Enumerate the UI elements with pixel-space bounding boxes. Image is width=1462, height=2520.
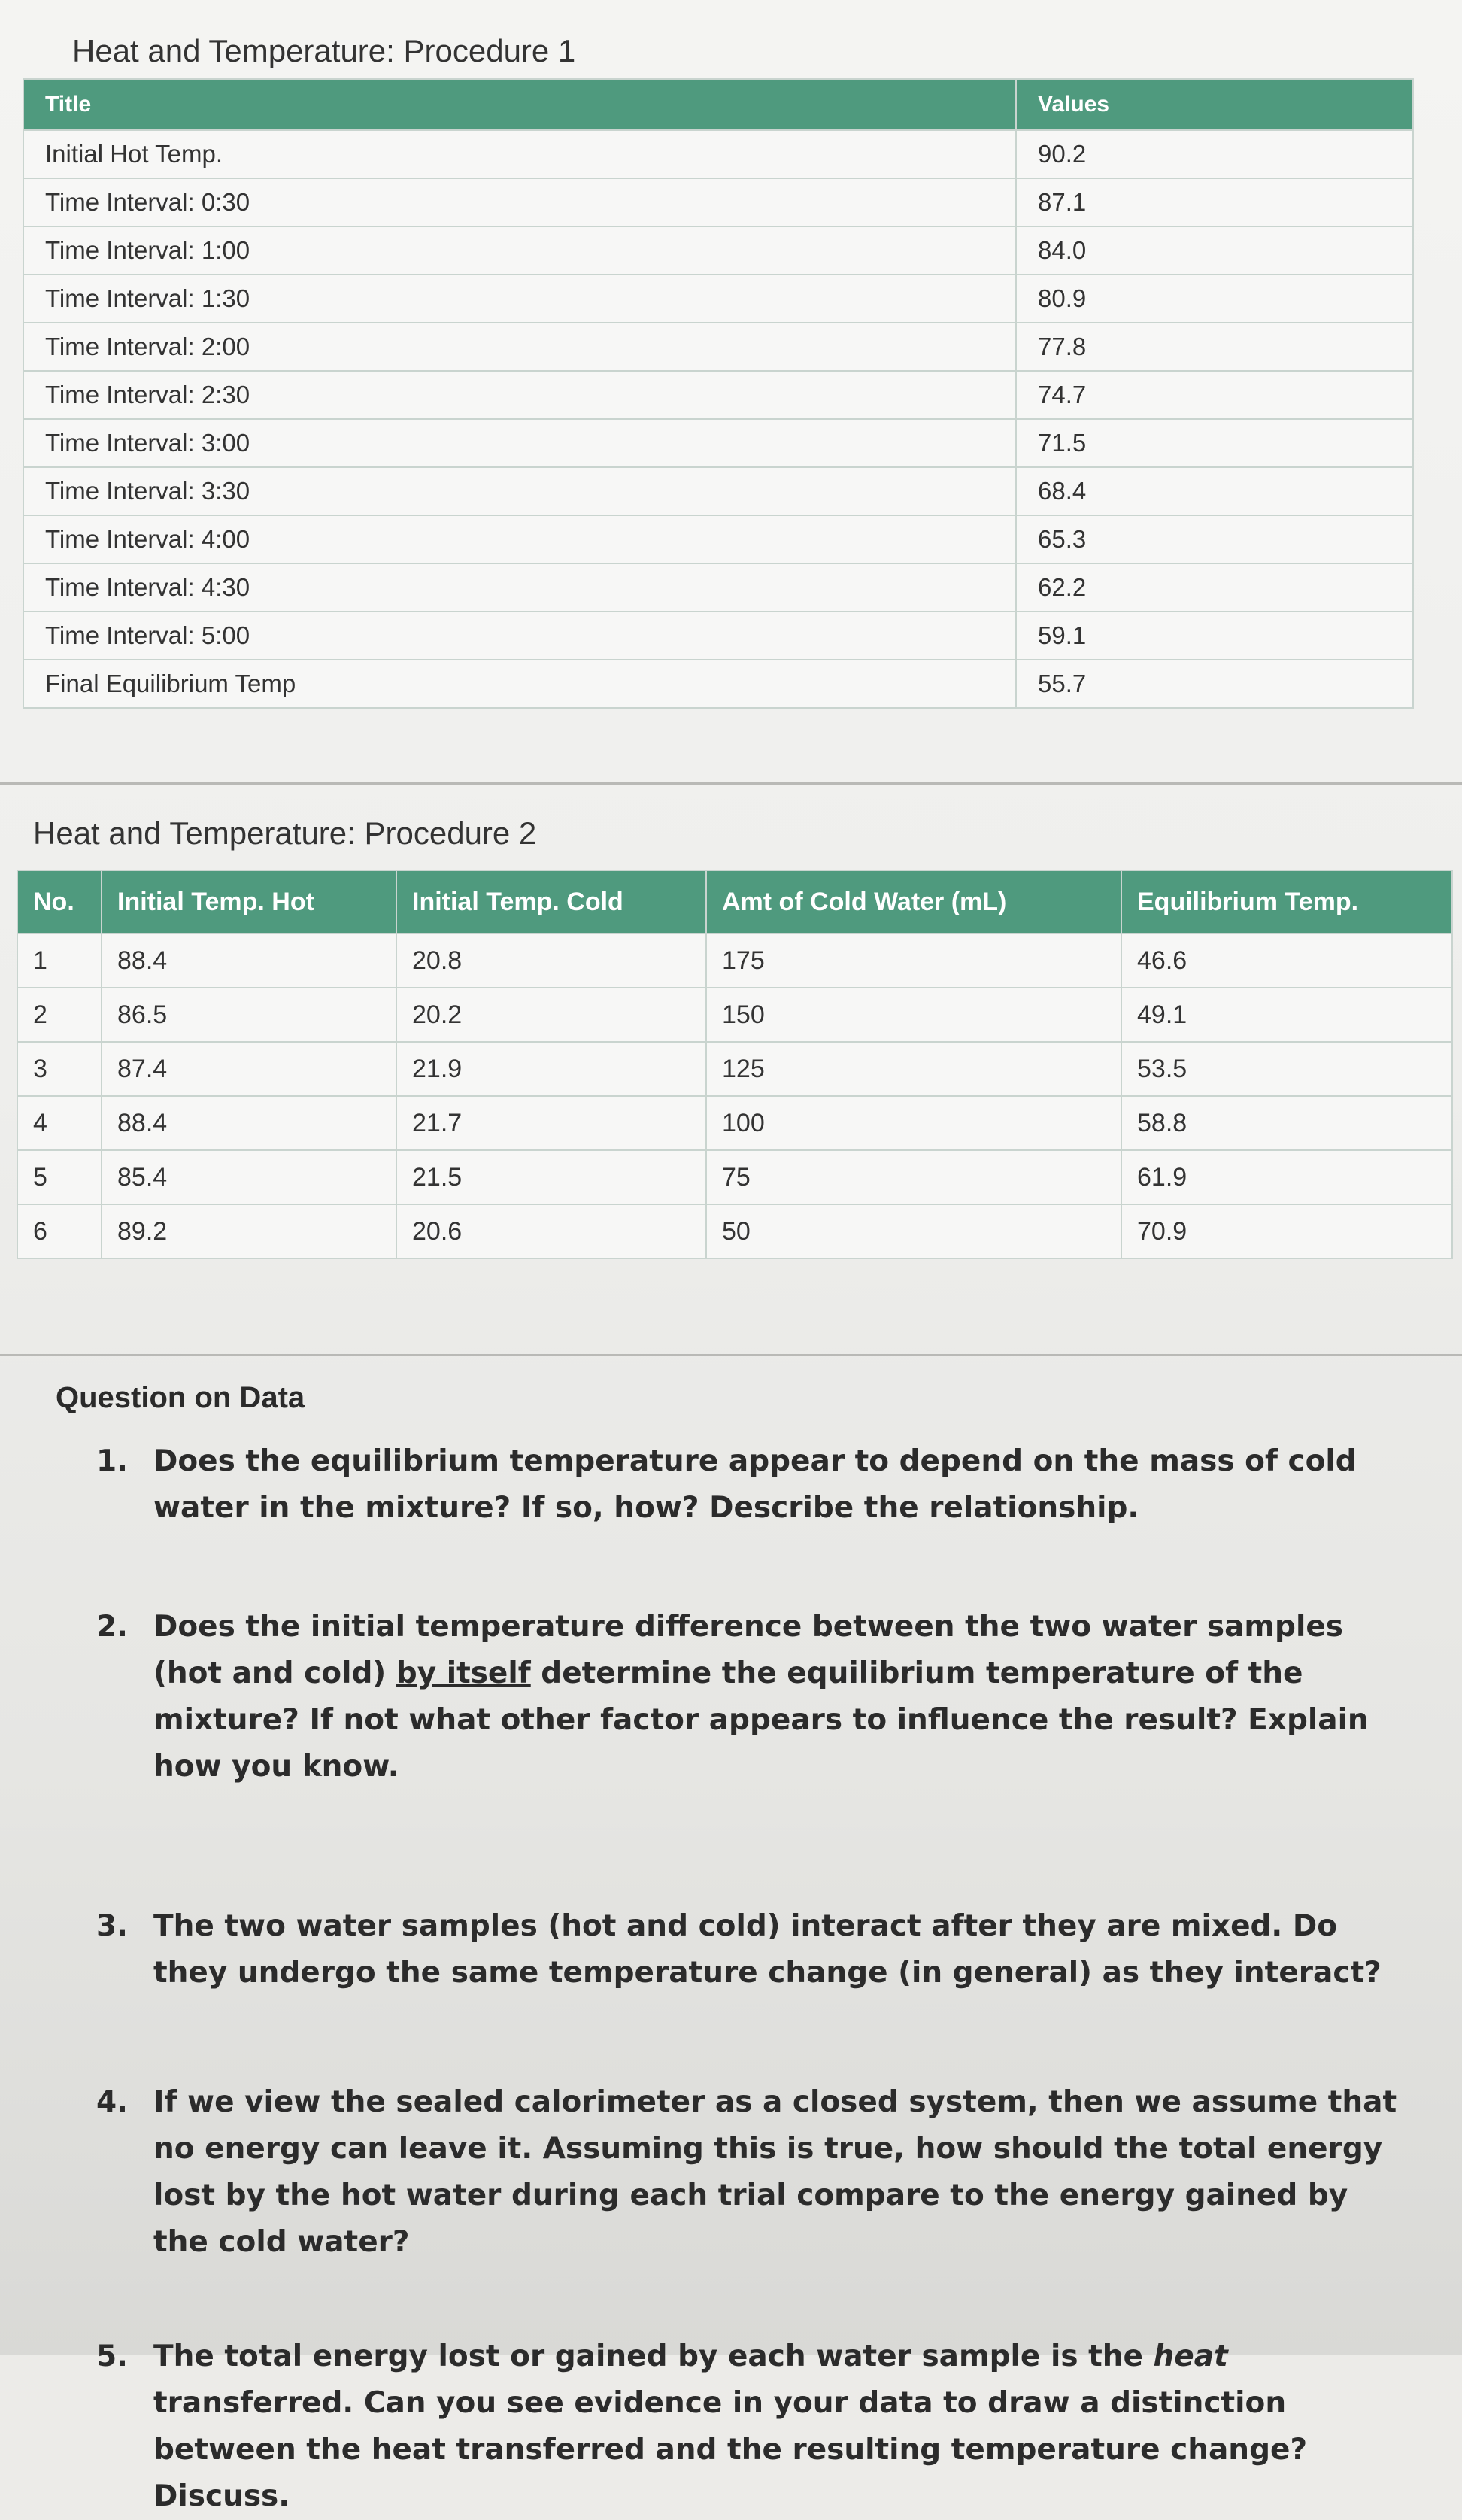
cell-no: 1 (17, 934, 102, 988)
cell-cold-water-amount: 75 (706, 1150, 1121, 1204)
question-text-part-a: Does the initial temperature difference between the two water samples (hot and cold) (153, 1610, 1343, 1690)
row-label: Time Interval: 5:00 (23, 612, 1016, 660)
row-label: Time Interval: 4:30 (23, 563, 1016, 612)
row-value: 77.8 (1016, 323, 1413, 371)
question-text-italic: heat (1153, 2339, 1228, 2373)
cell-initial-cold: 20.6 (396, 1204, 706, 1258)
question-text-underlined: by itself (396, 1656, 531, 1690)
cell-initial-cold: 21.5 (396, 1150, 706, 1204)
table-row (17, 1096, 1452, 1150)
row-value: 68.4 (1016, 467, 1413, 515)
cell-equilibrium: 70.9 (1121, 1204, 1452, 1258)
row-value: 62.2 (1016, 563, 1413, 612)
row-value: 74.7 (1016, 371, 1413, 419)
question-number: 3. (96, 1909, 128, 1943)
question-text: The two water samples (hot and cold) interact after they are mixed. Do they undergo the same temperature change (in general) as they interact? (153, 1909, 1382, 1990)
table-row (17, 988, 1452, 1042)
cell-equilibrium: 49.1 (1121, 988, 1452, 1042)
cell-initial-cold: 20.2 (396, 988, 706, 1042)
table-row (23, 275, 1413, 323)
row-value: 65.3 (1016, 515, 1413, 563)
column-header-no: No. (17, 870, 102, 934)
table-row (23, 226, 1413, 275)
table-row (17, 934, 1452, 988)
cell-cold-water-amount: 125 (706, 1042, 1121, 1096)
column-header-equilibrium: Equilibrium Temp. (1121, 870, 1452, 934)
row-label: Final Equilibrium Temp (23, 660, 1016, 708)
question-1 (96, 1438, 1405, 1532)
cell-cold-water-amount: 50 (706, 1204, 1121, 1258)
row-label: Time Interval: 0:30 (23, 178, 1016, 226)
row-value: 55.7 (1016, 660, 1413, 708)
section-divider (0, 782, 1462, 785)
question-text-part-b: determine the equilibrium temperature of the mixture? If not what other factor appears to influence the result? Explain how you know. (153, 1656, 1369, 1784)
cell-initial-cold: 21.7 (396, 1096, 706, 1150)
cell-equilibrium: 46.6 (1121, 934, 1452, 988)
row-label: Time Interval: 2:00 (23, 323, 1016, 371)
column-header-initial-hot: Initial Temp. Hot (102, 870, 396, 934)
row-label: Time Interval: 4:00 (23, 515, 1016, 563)
procedure2-header-row (17, 870, 1452, 934)
cell-initial-hot: 85.4 (102, 1150, 396, 1204)
column-header-initial-cold: Initial Temp. Cold (396, 870, 706, 934)
cell-initial-cold: 21.9 (396, 1042, 706, 1096)
row-label: Initial Hot Temp. (23, 130, 1016, 178)
cell-initial-hot: 87.4 (102, 1042, 396, 1096)
question-number: 1. (96, 1444, 128, 1478)
row-value: 80.9 (1016, 275, 1413, 323)
cell-no: 6 (17, 1204, 102, 1258)
cell-equilibrium: 53.5 (1121, 1042, 1452, 1096)
procedure2-title: Heat and Temperature: Procedure 2 (33, 815, 537, 851)
question-text-part-a: The total energy lost or gained by each water sample is the (153, 2339, 1154, 2373)
table-row (23, 467, 1413, 515)
table-row (23, 323, 1413, 371)
table-row (23, 371, 1413, 419)
question-4 (96, 2079, 1405, 2266)
row-value: 59.1 (1016, 612, 1413, 660)
cell-no: 2 (17, 988, 102, 1042)
cell-no: 5 (17, 1150, 102, 1204)
row-label: Time Interval: 1:00 (23, 226, 1016, 275)
question-text: If we view the sealed calorimeter as a closed system, then we assume that no energy can leave it. Assuming this is true, how should the total energy lost by the hot water during each trial compare to the energy gained by the cold water? (153, 2085, 1397, 2259)
question-list (96, 1438, 1405, 2520)
cell-initial-cold: 20.8 (396, 934, 706, 988)
table-row (23, 660, 1413, 708)
question-3 (96, 1903, 1405, 1996)
table-row (23, 178, 1413, 226)
question-text-part-b: transferred. Can you see evidence in your data to draw a distinction between the heat transferred and the resulting temperature change? Discuss. (153, 2386, 1308, 2513)
questions-title: Question on Data (56, 1381, 305, 1414)
section-divider (0, 1354, 1462, 1356)
row-label: Time Interval: 3:00 (23, 419, 1016, 467)
table-row (17, 1150, 1452, 1204)
table-row (23, 515, 1413, 563)
question-text: Does the equilibrium temperature appear to depend on the mass of cold water in the mixture? If so, how? Describe the relationship. (153, 1444, 1357, 1525)
cell-initial-hot: 88.4 (102, 934, 396, 988)
row-label: Time Interval: 2:30 (23, 371, 1016, 419)
question-number: 5. (96, 2339, 128, 2373)
table-row (23, 612, 1413, 660)
cell-initial-hot: 86.5 (102, 988, 396, 1042)
column-header-title: Title (23, 79, 1016, 130)
row-label: Time Interval: 1:30 (23, 275, 1016, 323)
cell-no: 3 (17, 1042, 102, 1096)
cell-initial-hot: 89.2 (102, 1204, 396, 1258)
cell-cold-water-amount: 175 (706, 934, 1121, 988)
row-label: Time Interval: 3:30 (23, 467, 1016, 515)
question-5 (96, 2333, 1405, 2520)
question-2 (96, 1604, 1405, 1790)
table-row (23, 419, 1413, 467)
cell-no: 4 (17, 1096, 102, 1150)
column-header-cold-water-amount: Amt of Cold Water (mL) (706, 870, 1121, 934)
cell-equilibrium: 61.9 (1121, 1150, 1452, 1204)
cell-equilibrium: 58.8 (1121, 1096, 1452, 1150)
column-header-values: Values (1016, 79, 1413, 130)
table-row (23, 563, 1413, 612)
row-value: 90.2 (1016, 130, 1413, 178)
row-value: 71.5 (1016, 419, 1413, 467)
procedure1-table (23, 78, 1414, 709)
procedure1-header-row (23, 79, 1413, 130)
table-row (23, 130, 1413, 178)
procedure1-title: Heat and Temperature: Procedure 1 (72, 33, 576, 68)
cell-initial-hot: 88.4 (102, 1096, 396, 1150)
cell-cold-water-amount: 150 (706, 988, 1121, 1042)
row-value: 87.1 (1016, 178, 1413, 226)
row-value: 84.0 (1016, 226, 1413, 275)
procedure2-table (17, 870, 1453, 1259)
cell-cold-water-amount: 100 (706, 1096, 1121, 1150)
table-row (17, 1204, 1452, 1258)
question-number: 2. (96, 1610, 128, 1644)
question-number: 4. (96, 2085, 128, 2119)
table-row (17, 1042, 1452, 1096)
